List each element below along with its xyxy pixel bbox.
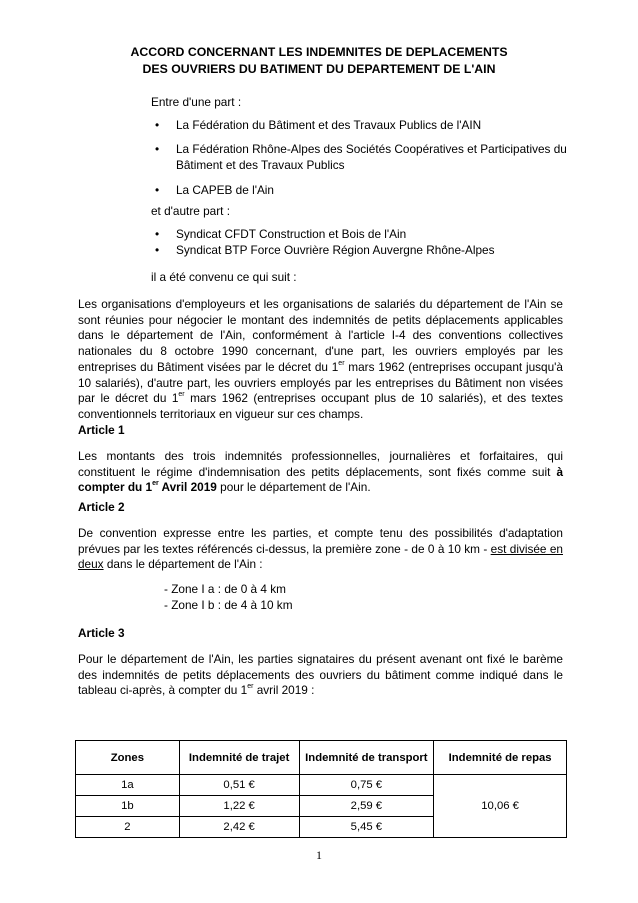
column-header: Indemnité de repas xyxy=(434,741,567,775)
transport-cell: 2,59 € xyxy=(299,796,434,817)
zone-cell: 2 xyxy=(76,817,180,838)
article-3-paragraph xyxy=(78,652,563,699)
party1-label: Entre d'une part : xyxy=(151,95,242,109)
column-header: Indemnité de trajet xyxy=(179,741,299,775)
page-number: 1 xyxy=(316,848,322,862)
transport-cell: 0,75 € xyxy=(299,775,434,796)
list-item: • Syndicat CFDT Construction et Bois de l'Ain xyxy=(155,226,595,242)
article-1-paragraph xyxy=(78,449,563,496)
article-1-text: pour le département de l'Ain. xyxy=(216,480,371,495)
article-2-paragraph xyxy=(78,526,563,573)
title-line-1: ACCORD CONCERNANT LES INDEMNITES DE DEPLACEMENTS xyxy=(130,45,508,59)
party2-list xyxy=(155,226,595,258)
list-item: • La CAPEB de l'Ain xyxy=(155,182,595,198)
preamble-text: mars 1962 (entreprises occupant jusqu'à 10 salariés), d'autre part, les ouvriers employés par les entreprises du Bâtiment non visées par le décret du 1 xyxy=(78,359,563,406)
article-1-date: Avril 2019 xyxy=(158,480,217,495)
superscript: er xyxy=(152,480,159,488)
zone-cell: 1b xyxy=(76,796,180,817)
document-title xyxy=(0,44,638,78)
article-1-heading: Article 1 xyxy=(78,423,125,437)
title-line-2: DES OUVRIERS DU BATIMENT DU DEPARTEMENT DE L'AIN xyxy=(142,62,496,76)
zone-item: - Zone I b : de 4 à 10 km xyxy=(164,598,293,612)
article-2-heading: Article 2 xyxy=(78,500,125,514)
zone-list xyxy=(164,581,293,613)
article-3-text: Pour le département de l'Ain, les parties signataires du présent avenant ont fixé le barème des indemnités de petits déplacements des ouvriers du bâtiment comme indiqué dans le tableau ci-après, à compter du 1 xyxy=(78,652,563,698)
party1-list xyxy=(155,141,595,173)
article-1-date: à compter du 1 xyxy=(78,464,563,495)
list-item: • La Fédération Rhône-Alpes des Sociétés Coopératives et Participatives du Bâtiment et des Travaux Publics xyxy=(155,141,595,173)
article-3-heading: Article 3 xyxy=(78,626,125,640)
trajet-cell: 0,51 € xyxy=(179,775,299,796)
preamble-text: mars 1962 (entreprises occupant plus de 10 salariés), et des textes conventionnels territoriaux en vigueur sur ces champs. xyxy=(78,391,564,421)
party1-list xyxy=(155,182,595,198)
preamble-paragraph xyxy=(78,297,563,423)
article-2-underlined: est divisée en deux xyxy=(78,541,563,572)
article-2-text: De convention expresse entre les parties, et compte tenu des possibilités d'adaptation prévues par les textes référencés ci-dessus, la première zone - de 0 à 10 km - xyxy=(78,526,563,556)
zone-cell: 1a xyxy=(76,775,180,796)
agreed-line: il a été convenu ce qui suit : xyxy=(151,270,297,284)
superscript: er xyxy=(247,683,254,691)
indemnity-table xyxy=(75,740,567,838)
table-row xyxy=(76,775,567,796)
list-item: • La Fédération du Bâtiment et des Travaux Publics de l'AIN xyxy=(155,117,595,133)
superscript: er xyxy=(178,391,185,399)
trajet-cell: 2,42 € xyxy=(179,817,299,838)
article-1-text: Les montants des trois indemnités professionnelles, journalières et forfaitaires, qui constituent le régime d'indemnisation des petits déplacements, sont fixés comme suit xyxy=(78,449,563,479)
column-header: Zones xyxy=(76,741,180,775)
party2-label: et d'autre part : xyxy=(151,204,230,218)
preamble-text: Les organisations d'employeurs et les organisations de salariés du département de l'Ain se sont réunies pour négocier le montant des indemnités de petits déplacements applicables dans le département de l'Ain, conformément à l'article I-4 des conventions collectives nationales du 8 octobre 1990 concernant, d'une part, les ouvriers employés par les entreprises du Bâtiment visées par le décret du 1 xyxy=(78,297,563,374)
list-item: • Syndicat BTP Force Ouvrière Région Auvergne Rhône-Alpes xyxy=(155,242,595,258)
column-header: Indemnité de transport xyxy=(299,741,434,775)
superscript: er xyxy=(338,359,345,367)
trajet-cell: 1,22 € xyxy=(179,796,299,817)
zone-item: - Zone I a : de 0 à 4 km xyxy=(164,582,286,596)
repas-cell: 10,06 € xyxy=(434,775,567,838)
transport-cell: 5,45 € xyxy=(299,817,434,838)
article-3-text: avril 2019 : xyxy=(253,683,315,698)
article-2-text: dans le département de l'Ain : xyxy=(103,557,263,572)
table-header-row xyxy=(76,741,567,775)
party1-list xyxy=(155,117,595,133)
